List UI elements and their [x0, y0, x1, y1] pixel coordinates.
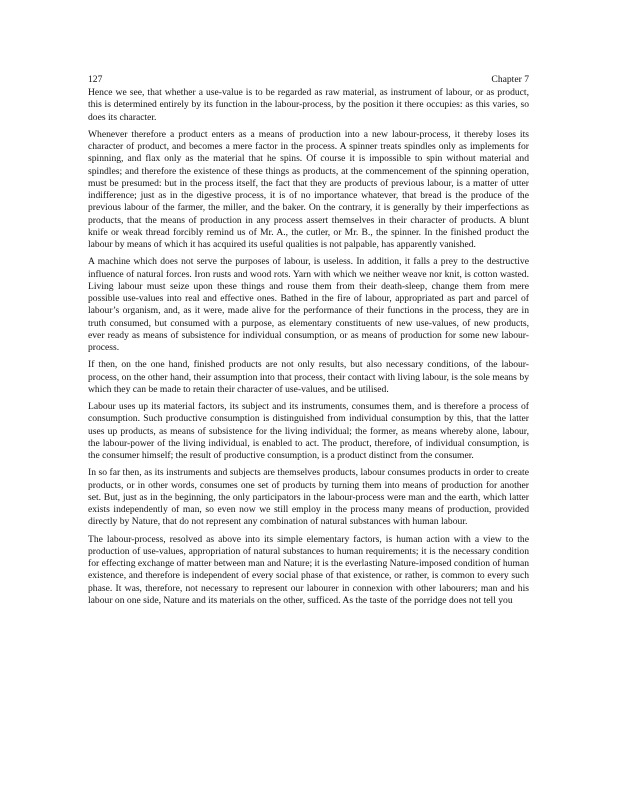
- paragraph: Whenever therefore a product enters as a means of production into a new labour-process, it thereby loses its character of product, and becomes a mere factor in the process. A spinner treats spindles only as implements for spinning, and flax only as the material that he spins. Of course it is impossible to spin without material and spindles; and therefore the existence of these things as products, at the commencement of the spinning operation, must be presumed: but in the process itself, the fact that they are products of previous labour, is a matter of utter indifference; just as in the digestive process, it is of no importance whatever, that bread is the produce of the previous labour of the farmer, the miller, and the baker. On the contrary, it is generally by their imperfections as products, that the means of production in any process assert themselves in their character of products. A blunt knife or weak thread forcibly remind us of Mr. A., the cutler, or Mr. B., the spinner. In the finished product the labour by means of which it has acquired its useful qualities is not palpable, has apparently vanished.: [88, 128, 529, 250]
- paragraph: Hence we see, that whether a use-value is to be regarded as raw material, as instrument of labour, or as product, this is determined entirely by its function in the labour-process, by the position it there occupies: as this varies, so does its character.: [88, 87, 529, 123]
- paragraph: A machine which does not serve the purposes of labour, is useless. In addition, it falls a prey to the destructive influence of natural forces. Iron rusts and wood rots. Yarn with which we neither weave nor knit, is cotton wasted. Living labour must seize upon these things and rouse them from their death-sleep, change them from mere possible use-values into real and effective ones. Bathed in the fire of labour, appropriated as part and parcel of labour’s organism, and, as it were, made alive for the performance of their functions in the process, they are in truth consumed, but consumed with a purpose, as elementary constituents of new use-values, of new products, ever ready as means of subsistence for individual consumption, or as means of production for some new labour-process.: [88, 256, 529, 353]
- paragraph: Labour uses up its material factors, its subject and its instruments, consumes them, and is therefore a process of consumption. Such productive consumption is distinguished from individual consumption by this, that the latter uses up products, as means of subsistence for the living individual; the former, as means whereby alone, labour, the labour-power of the living individual, is enabled to act. The product, therefore, of individual consumption, is the consumer himself; the result of productive consumption, is a product distinct from the consumer.: [88, 401, 529, 461]
- page-number: 127: [88, 74, 103, 85]
- chapter-label: Chapter 7: [491, 74, 529, 85]
- running-header: [88, 74, 529, 86]
- document-page: [88, 74, 529, 612]
- paragraph: The labour-process, resolved as above into its simple elementary factors, is human action with a view to the production of use-values, appropriation of natural substances to human requirements; it is the necessary condition for effecting exchange of matter between man and Nature; it is the everlasting Nature-imposed condition of human existence, and therefore is independent of every social phase of that existence, or rather, is common to every such phase. It was, therefore, not necessary to represent our labourer in connexion with other labourers; man and his labour on one side, Nature and its materials on the other, sufficed. As the taste of the porridge does not tell you: [88, 533, 529, 606]
- paragraph: If then, on the one hand, finished products are not only results, but also necessary conditions, of the labour-process, on the other hand, their assumption into that process, their contact with living labour, is the sole means by which they can be made to retain their character of use-values, and be utilised.: [88, 359, 529, 395]
- paragraph: In so far then, as its instruments and subjects are themselves products, labour consumes products in order to create products, or in other words, consumes one set of products by turning them into means of production for another set. But, just as in the beginning, the only participators in the labour-process were man and the earth, which latter exists independently of man, so even now we still employ in the process many means of production, provided directly by Nature, that do not represent any combination of natural substances with human labour.: [88, 467, 529, 528]
